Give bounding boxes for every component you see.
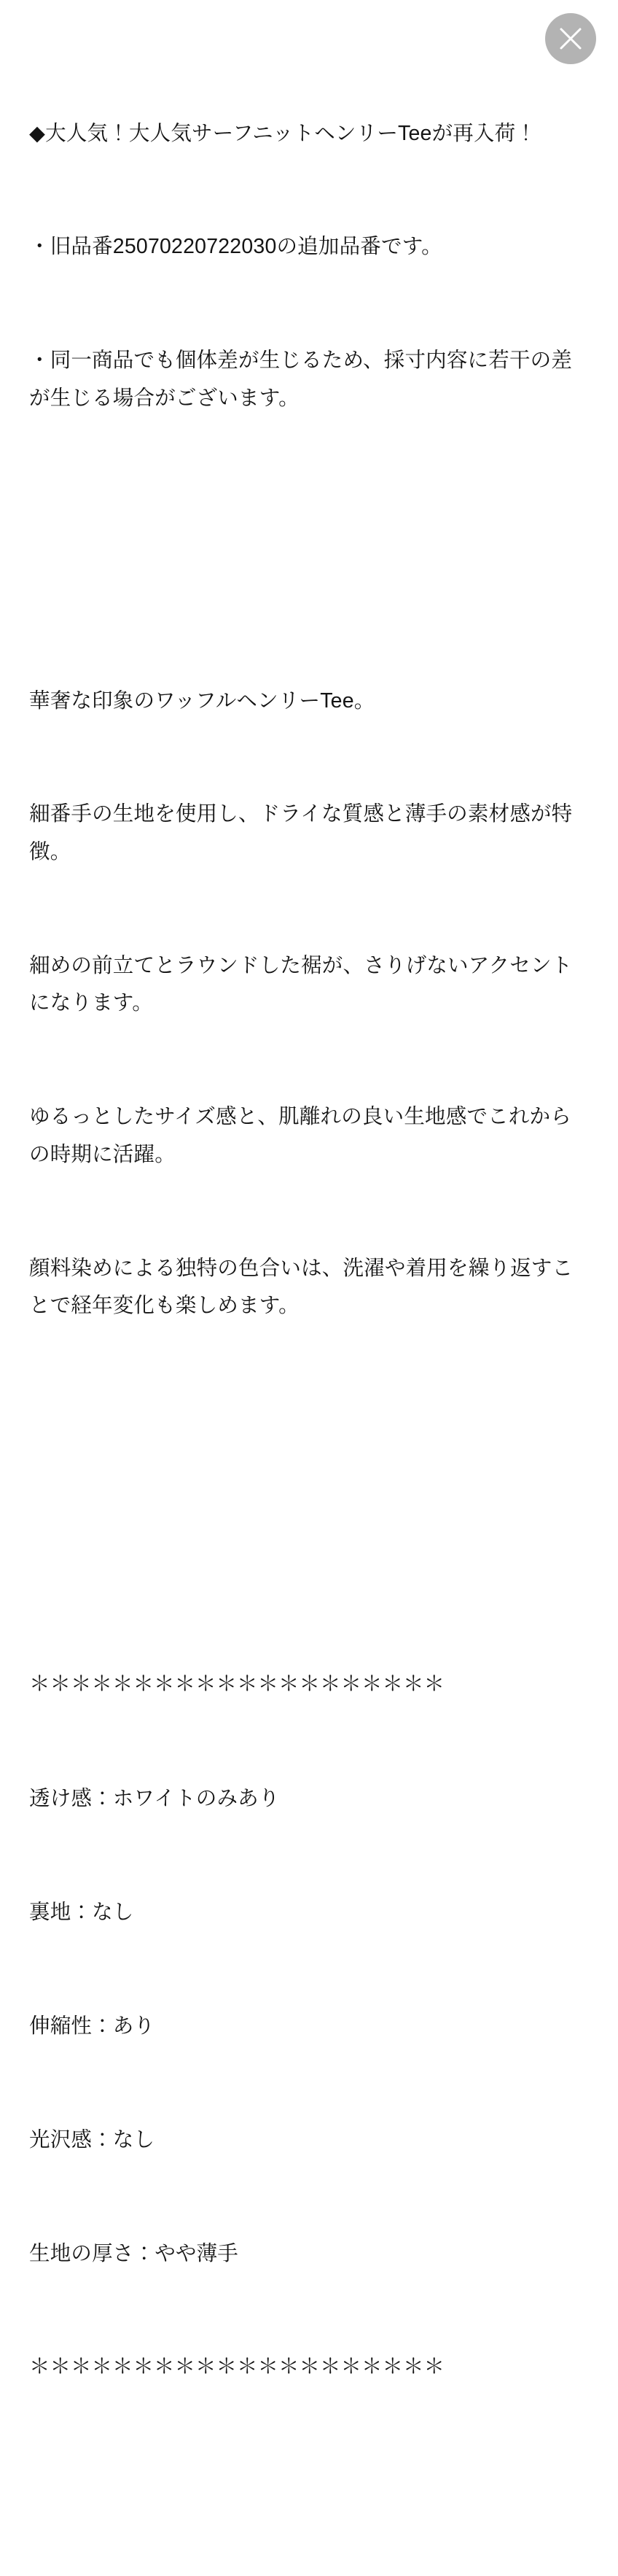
close-icon[interactable] [545, 13, 596, 64]
intro-line-2: ・旧品番25070220722030の追加品番です。 [29, 235, 442, 259]
spec-sheerness: 透け感：ホワイトのみあり [29, 1786, 280, 1810]
divider-top: ＊＊＊＊＊＊＊＊＊＊＊＊＊＊＊＊＊＊＊＊ [29, 1672, 445, 1696]
body-line-4: ゆるっとしたサイズ感と、肌離れの良い生地感でこれからの時期に活躍。 [29, 1105, 571, 1166]
intro-line-1: ◆大人気！大人気サーフニットヘンリーTeeが再入荷！ [29, 121, 537, 145]
body-line-1: 華奢な印象のワッフルヘンリーTee。 [29, 688, 375, 713]
body-line-2: 細番手の生地を使用し、ドライな質感と薄手の素材感が特徴。 [29, 802, 573, 864]
body-line-5: 顔料染めによる独特の色合いは、洗濯や着用を繰り返すことで経年変化も楽しめます。 [29, 1256, 574, 1318]
intro-line-3: ・同一商品でも個体差が生じるため、採寸内容に若干の差が生じる場合がございます。 [29, 348, 573, 410]
paragraph-spacer [29, 531, 589, 569]
spec-gloss: 光沢感：なし [29, 2128, 155, 2152]
spec-lining: 裏地：なし [29, 1900, 134, 1924]
close-glyph [558, 26, 583, 51]
spec-block [29, 1590, 589, 2462]
body-line-3: 細めの前立てとラウンドした裾が、さりげないアクセントになります。 [29, 953, 573, 1015]
paragraph-spacer-2 [29, 1439, 589, 1477]
description-text [29, 0, 589, 2576]
spec-thickness: 生地の厚さ：やや薄手 [29, 2242, 239, 2266]
spec-stretch: 伸縮性：あり [29, 2014, 155, 2038]
divider-bottom: ＊＊＊＊＊＊＊＊＊＊＊＊＊＊＊＊＊＊＊＊ [29, 2355, 445, 2379]
